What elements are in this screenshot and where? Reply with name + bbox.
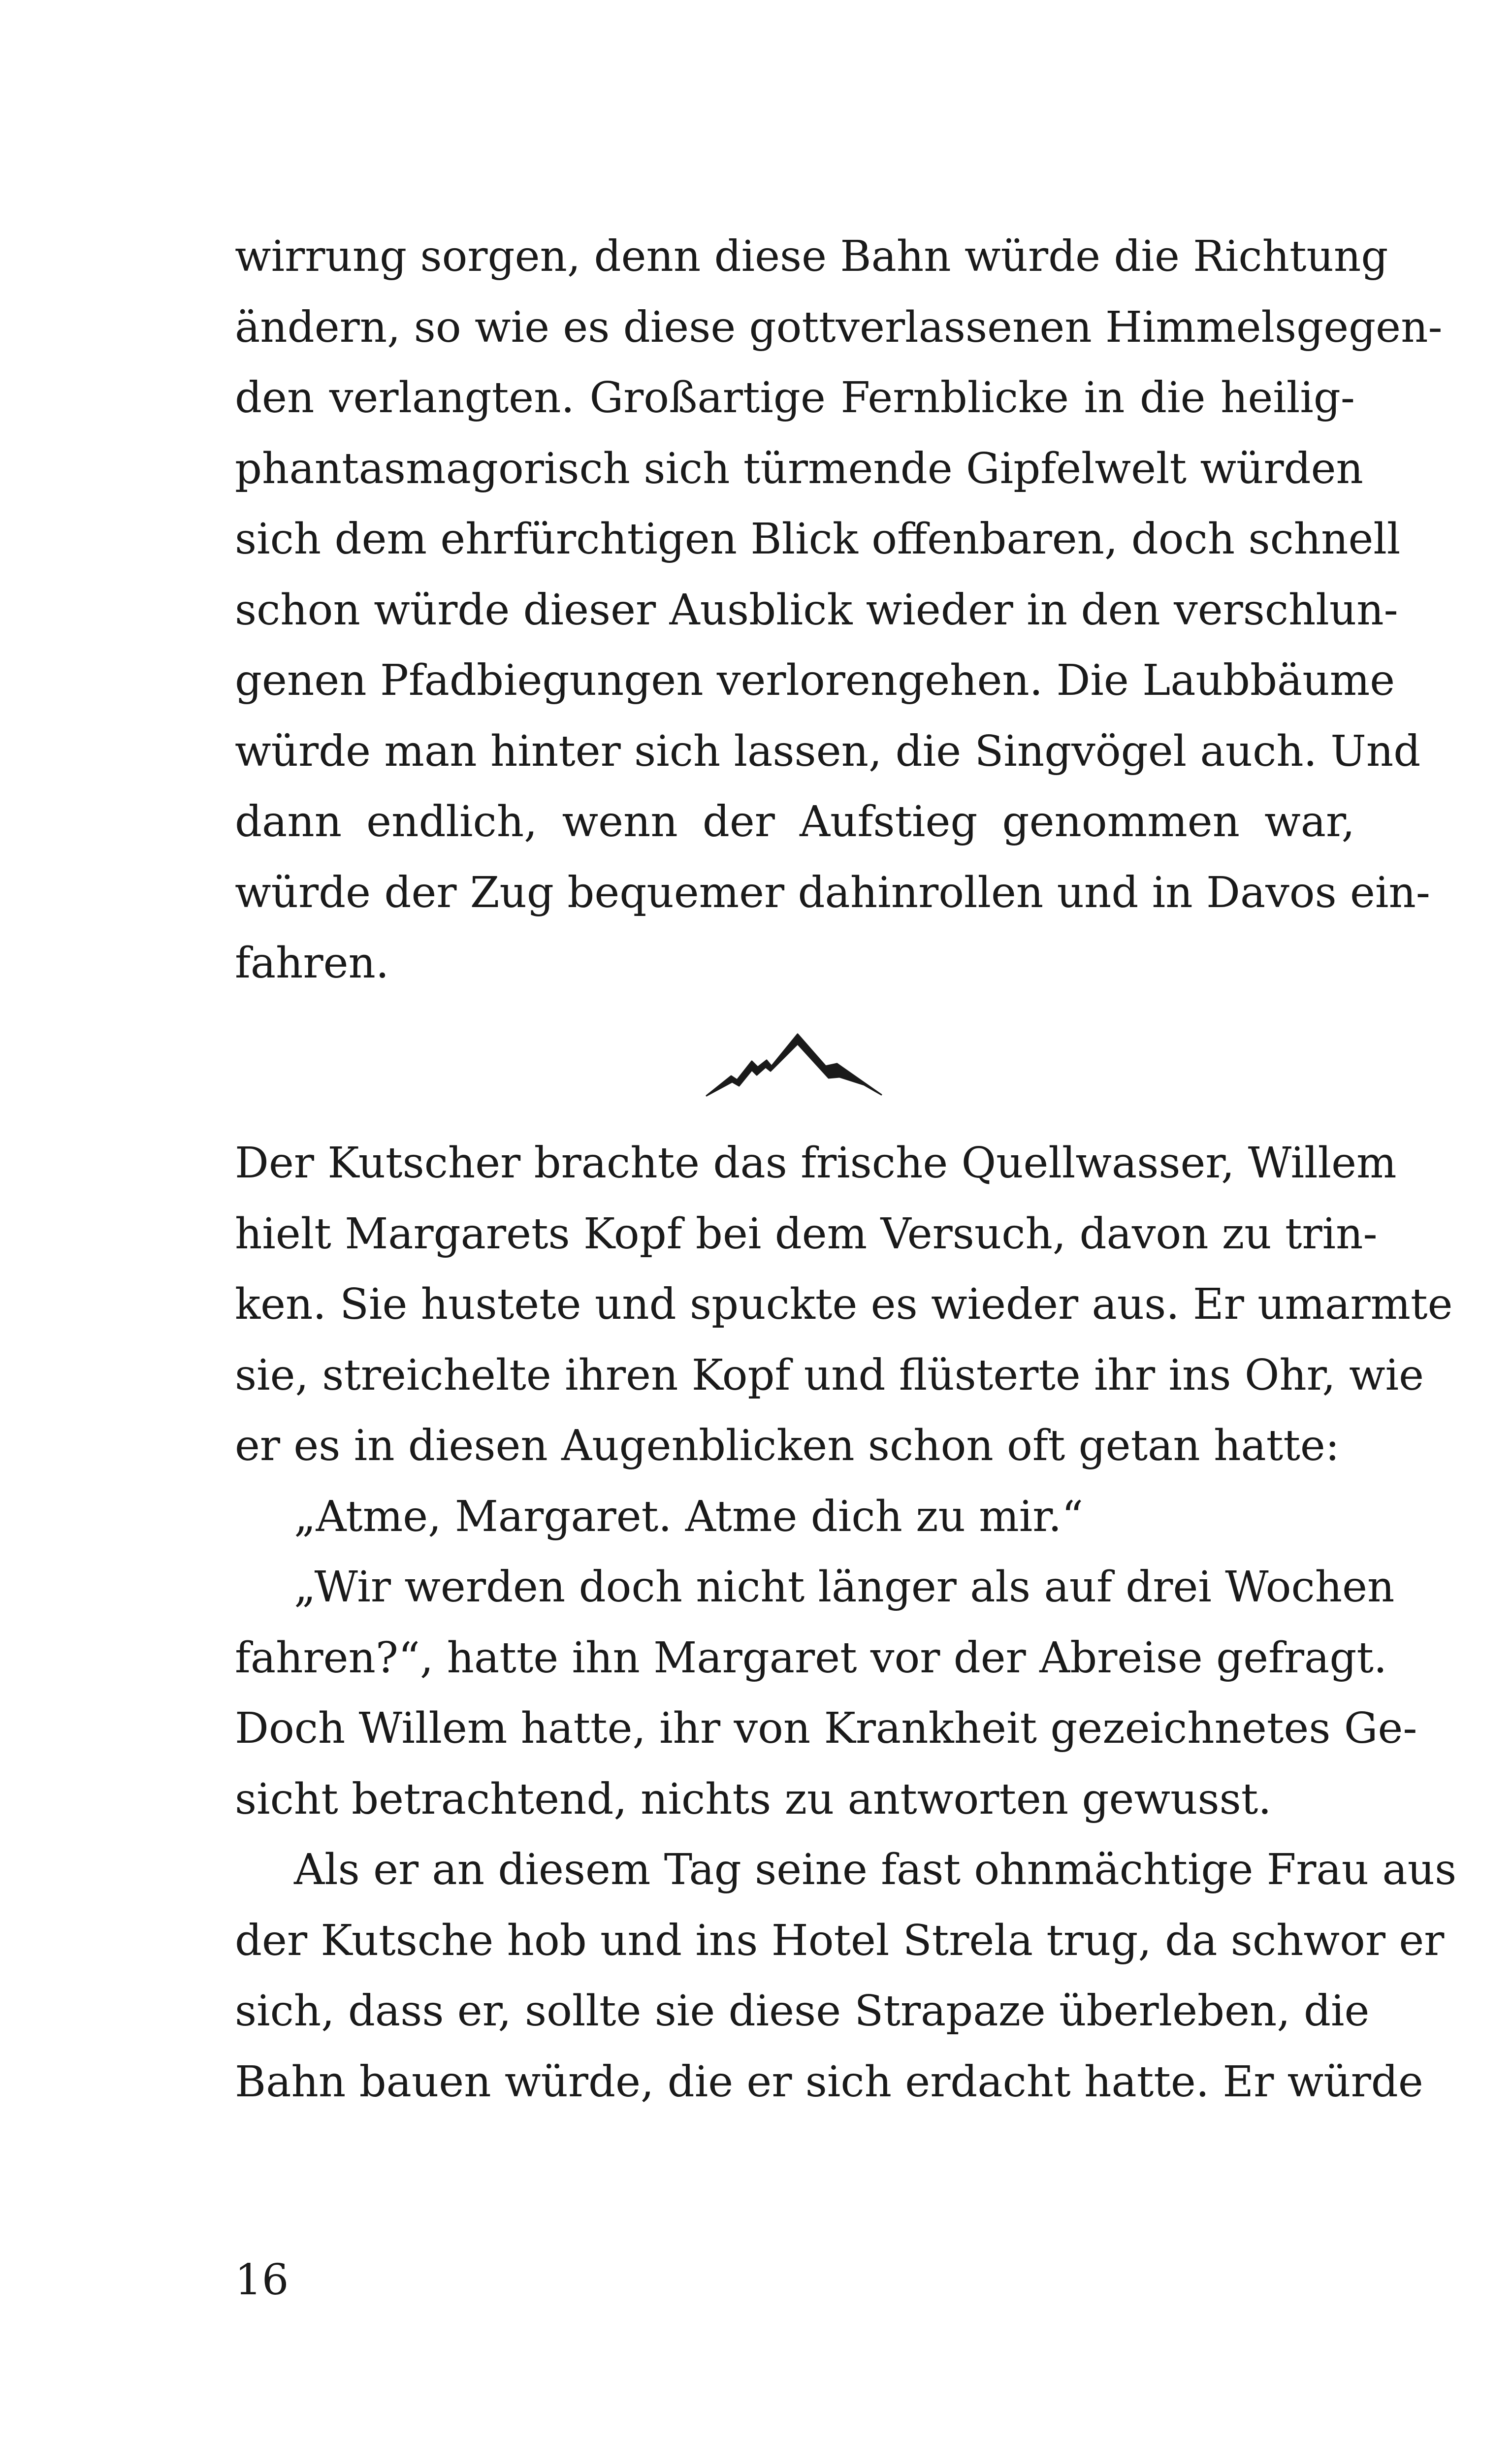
paragraph-4 bbox=[235, 1552, 1417, 1835]
text-line: hielt Margarets Kopf bei dem Versuch, davon zu trin- bbox=[235, 1209, 1378, 1259]
text-line: der Kutsche hob und ins Hotel Strela trug, da schwor er bbox=[235, 1916, 1445, 1965]
text-line: er es in diesen Augenblicken schon oft getan hatte: bbox=[235, 1421, 1340, 1470]
text-line: dann endlich, wenn der Aufstieg genommen war, bbox=[235, 797, 1355, 847]
text-line: „Wir werden doch nicht länger als auf drei Wochen bbox=[294, 1563, 1395, 1612]
text-line: Der Kutscher brachte das frische Quellwasser, Willem bbox=[235, 1139, 1397, 1188]
text-block-bottom bbox=[235, 1128, 1457, 2117]
text-line: den verlangten. Großartige Fernblicke in die heilig- bbox=[235, 373, 1355, 423]
text-block-top bbox=[235, 222, 1443, 999]
text-line: genen Pfadbiegungen verlorengehen. Die Laubbäume bbox=[235, 656, 1395, 705]
text-line: würde der Zug bequemer dahinrollen und in Davos ein- bbox=[235, 868, 1430, 917]
text-line: „Atme, Margaret. Atme dich zu mir.“ bbox=[294, 1492, 1084, 1541]
text-line: würde man hinter sich lassen, die Singvögel auch. Und bbox=[235, 726, 1421, 776]
paragraph-3 bbox=[235, 1482, 1355, 1553]
text-line: Doch Willem hatte, ihr von Krankheit gezeichnetes Ge- bbox=[235, 1704, 1417, 1753]
paragraph-1 bbox=[235, 222, 1443, 999]
text-line: sich, dass er, sollte sie diese Strapaze überleben, die bbox=[235, 1987, 1370, 2036]
text-line: fahren. bbox=[235, 939, 389, 988]
page-number: 16 bbox=[235, 2255, 289, 2305]
text-line: ändern, so wie es diese gottverlassenen Himmelsgegen- bbox=[235, 302, 1443, 352]
text-line: fahren?“, hatte ihn Margaret vor der Abreise gefragt. bbox=[235, 1633, 1387, 1683]
paragraph-5 bbox=[235, 1835, 1457, 2117]
text-line: Als er an diesem Tag seine fast ohnmächtige Frau aus bbox=[294, 1845, 1457, 1894]
text-line: Bahn bauen würde, die er sich erdacht hatte. Er würde bbox=[235, 2057, 1423, 2107]
text-line: ken. Sie hustete und spuckte es wieder aus. Er umarmte bbox=[235, 1280, 1453, 1329]
mountain-icon bbox=[697, 1022, 894, 1101]
text-line: wirrung sorgen, denn diese Bahn würde die Richtung bbox=[235, 232, 1388, 281]
paragraph-2 bbox=[235, 1128, 1453, 1482]
text-line: schon würde dieser Ausblick wieder in den verschlun- bbox=[235, 585, 1398, 635]
text-line: sie, streichelte ihren Kopf und flüsterte ihr ins Ohr, wie bbox=[235, 1350, 1424, 1400]
text-line: sicht betrachtend, nichts zu antworten gewusst. bbox=[235, 1774, 1272, 1824]
text-line: sich dem ehrfürchtigen Blick offenbaren, doch schnell bbox=[235, 515, 1401, 564]
text-line: phantasmagorisch sich türmende Gipfelwelt würden bbox=[235, 444, 1363, 493]
